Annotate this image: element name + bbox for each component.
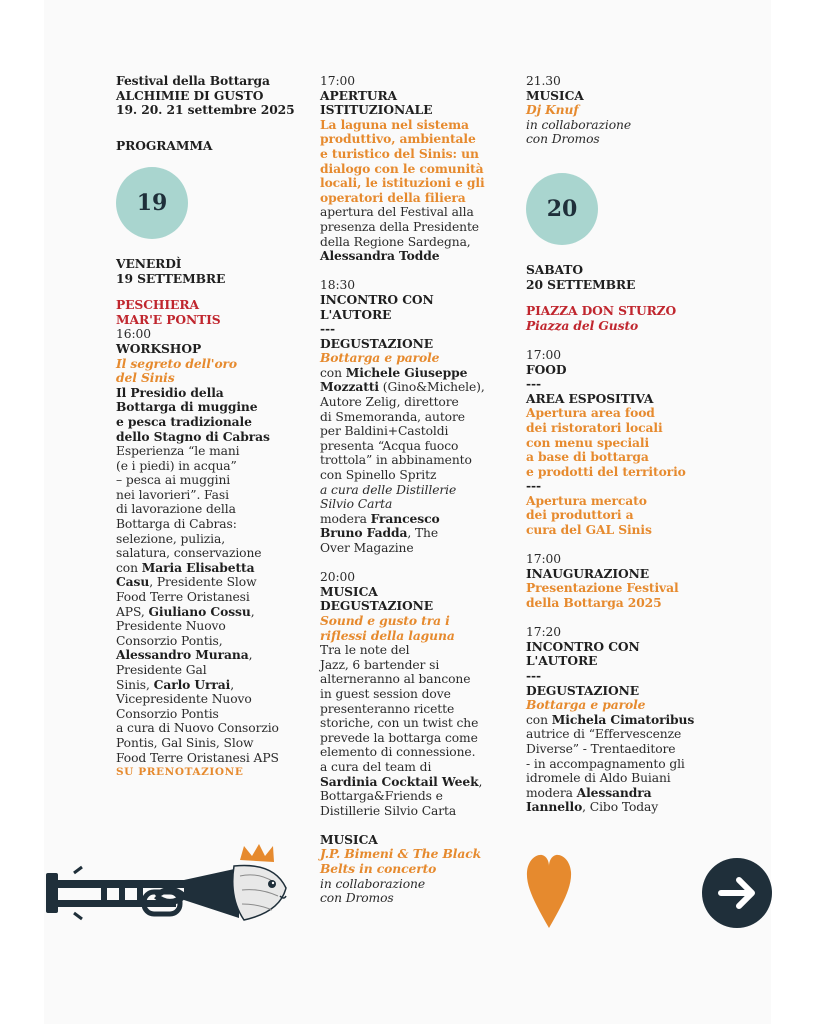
event-time: 17:00 [320,74,355,88]
event-title: Sound e gusto tra i riflessi della laguna [320,612,455,643]
event-type: WORKSHOP [116,340,202,356]
event-title: La laguna nel sistema produttivo, ambientale e turistico del Sinis: un dialogo con le comunità locali, le istituzioni e gli operatori della filiera [320,116,485,205]
event-title: Bottarga e parole [320,350,440,366]
programma-heading: PROGRAMMA [116,138,213,154]
event-description: Esperienza “le mani (e i piedi) in acqua” – pesca ai muggini nei lavorieri”. Fasi di lavorazione della Bottarga di Cabras: selezione, pulizia, salatura, conservazione [116,444,262,561]
event-time: 16:00 [116,327,151,342]
trumpet-fish-illustration [44,840,289,930]
column-day-20 [526,74,726,815]
event-time: 17:00 [526,552,561,567]
event-type: MUSICA DEGUSTAZIONE [320,583,434,614]
event-type: FOOD --- AREA ESPOSITIVA [526,361,654,406]
event-title: Bottarga e parole [526,697,646,713]
event-description: Tra le note del Jazz, 6 bartender si alterneranno al bancone in guest session dove presenteranno ricette storiche, con un twist che prevede la bottarga come elemento di connessione. a cura del team di [320,643,479,774]
arrow-right-icon[interactable] [701,857,773,929]
event-time: 20:00 [320,570,355,585]
day-date: 19 SETTEMBRE [116,270,226,286]
event-type: APERTURA ISTITUZIONALE [320,87,433,118]
separator: --- [526,478,542,494]
column-day-19 [116,74,311,780]
event-title: J.P. Bimeni & The Black Belts in concerto [320,846,482,877]
event-time: 21.30 [526,74,561,88]
event-time: 17:20 [526,625,561,640]
presidio-title: Il Presidio della Bottarga di muggine e pesca tradizionale dello Stagno di Cabras [116,384,270,444]
heart-icon [524,852,574,930]
day-name: SABATO [526,261,583,277]
event-type: INCONTRO CON L'AUTORE --- DEGUSTAZIONE [526,638,640,698]
venue-line-1: PESCHIERA [116,297,199,313]
day-name: VENERDÌ [116,255,182,271]
speakers: con Maria Elisabetta Casu, Presidente Slow Food Terre Oristanesi APS, Giuliano Cossu, Presidente Nuovo Consorzio Pontis, Alessandro Murana, Presidente Gal Sinis, Carlo Urrai, Vicepresidente Nuovo Consorzio Pontis [116,559,257,721]
event-type: MUSICA [526,87,584,103]
day-19-badge: 19 [116,167,188,239]
event-title: Apertura mercato dei produttori a cura del GAL Sinis [526,492,652,538]
event-guest: Alessandra Todde [320,248,440,264]
booking-note: SU PRENOTAZIONE [116,766,244,779]
event-description: con Michela Cimatoribus autrice di “Effervescenze Diverse” - Trentaeditore - in accompagnamento gli idromele di Aldo Buiani modera Alessandra Iannello, Cibo Today [526,711,695,815]
event-type: MUSICA [320,831,378,847]
venue-subtitle: Piazza del Gusto [526,317,639,333]
event-title: Il segreto dell'oro del Sinis [116,355,238,386]
event-time: 18:30 [320,278,355,293]
event-title: Presentazione Festival della Bottarga 2025 [526,580,679,611]
event-type: INCONTRO CON L'AUTORE --- DEGUSTAZIONE [320,291,434,351]
event-organizers: Sardinia Cocktail Week, Bottarga&Friends e Distillerie Silvio Carta [320,773,483,818]
event-moderator: modera Francesco Bruno Fadda, The Over Magazine [320,510,440,555]
event-time: 17:00 [526,347,561,362]
festival-name: Festival della Bottarga [116,73,270,88]
day-20-badge: 20 [526,173,598,245]
festival-dates: 19. 20. 21 settembre 2025 [116,102,295,118]
event-title: Apertura area food dei ristoratori locali con menu speciali a base di bottarga e prodotti del territorio [526,405,686,479]
venue-line-2: MAR'E PONTIS [116,311,221,327]
column-day-19-continued [320,74,520,906]
day-date: 20 SETTEMBRE [526,276,636,292]
event-collab: in collaborazione con Dromos [320,876,426,906]
event-description: apertura del Festival alla presenza della Presidente della Regione Sardegna, [320,205,479,249]
event-title: Dj Knuf [526,102,579,118]
curated-by: a cura di Nuovo Consorzio Pontis, Gal Sinis, Slow Food Terre Oristanesi APS [116,721,279,765]
event-collab: in collaborazione con Dromos [526,117,632,147]
event-curated: a cura delle Distillerie Silvio Carta [320,482,457,512]
event-type: INAUGURAZIONE [526,565,649,581]
event-description: con Michele Giuseppe Mozzatti (Gino&Michele), Autore Zelig, direttore di Smemoranda, autore per Baldini+Castoldi presenta “Acqua fuoco trottola” in abbinamento con Spinello Spritz [320,364,485,483]
festival-subtitle: ALCHIMIE DI GUSTO [116,87,264,103]
venue: PIAZZA DON STURZO [526,303,677,319]
